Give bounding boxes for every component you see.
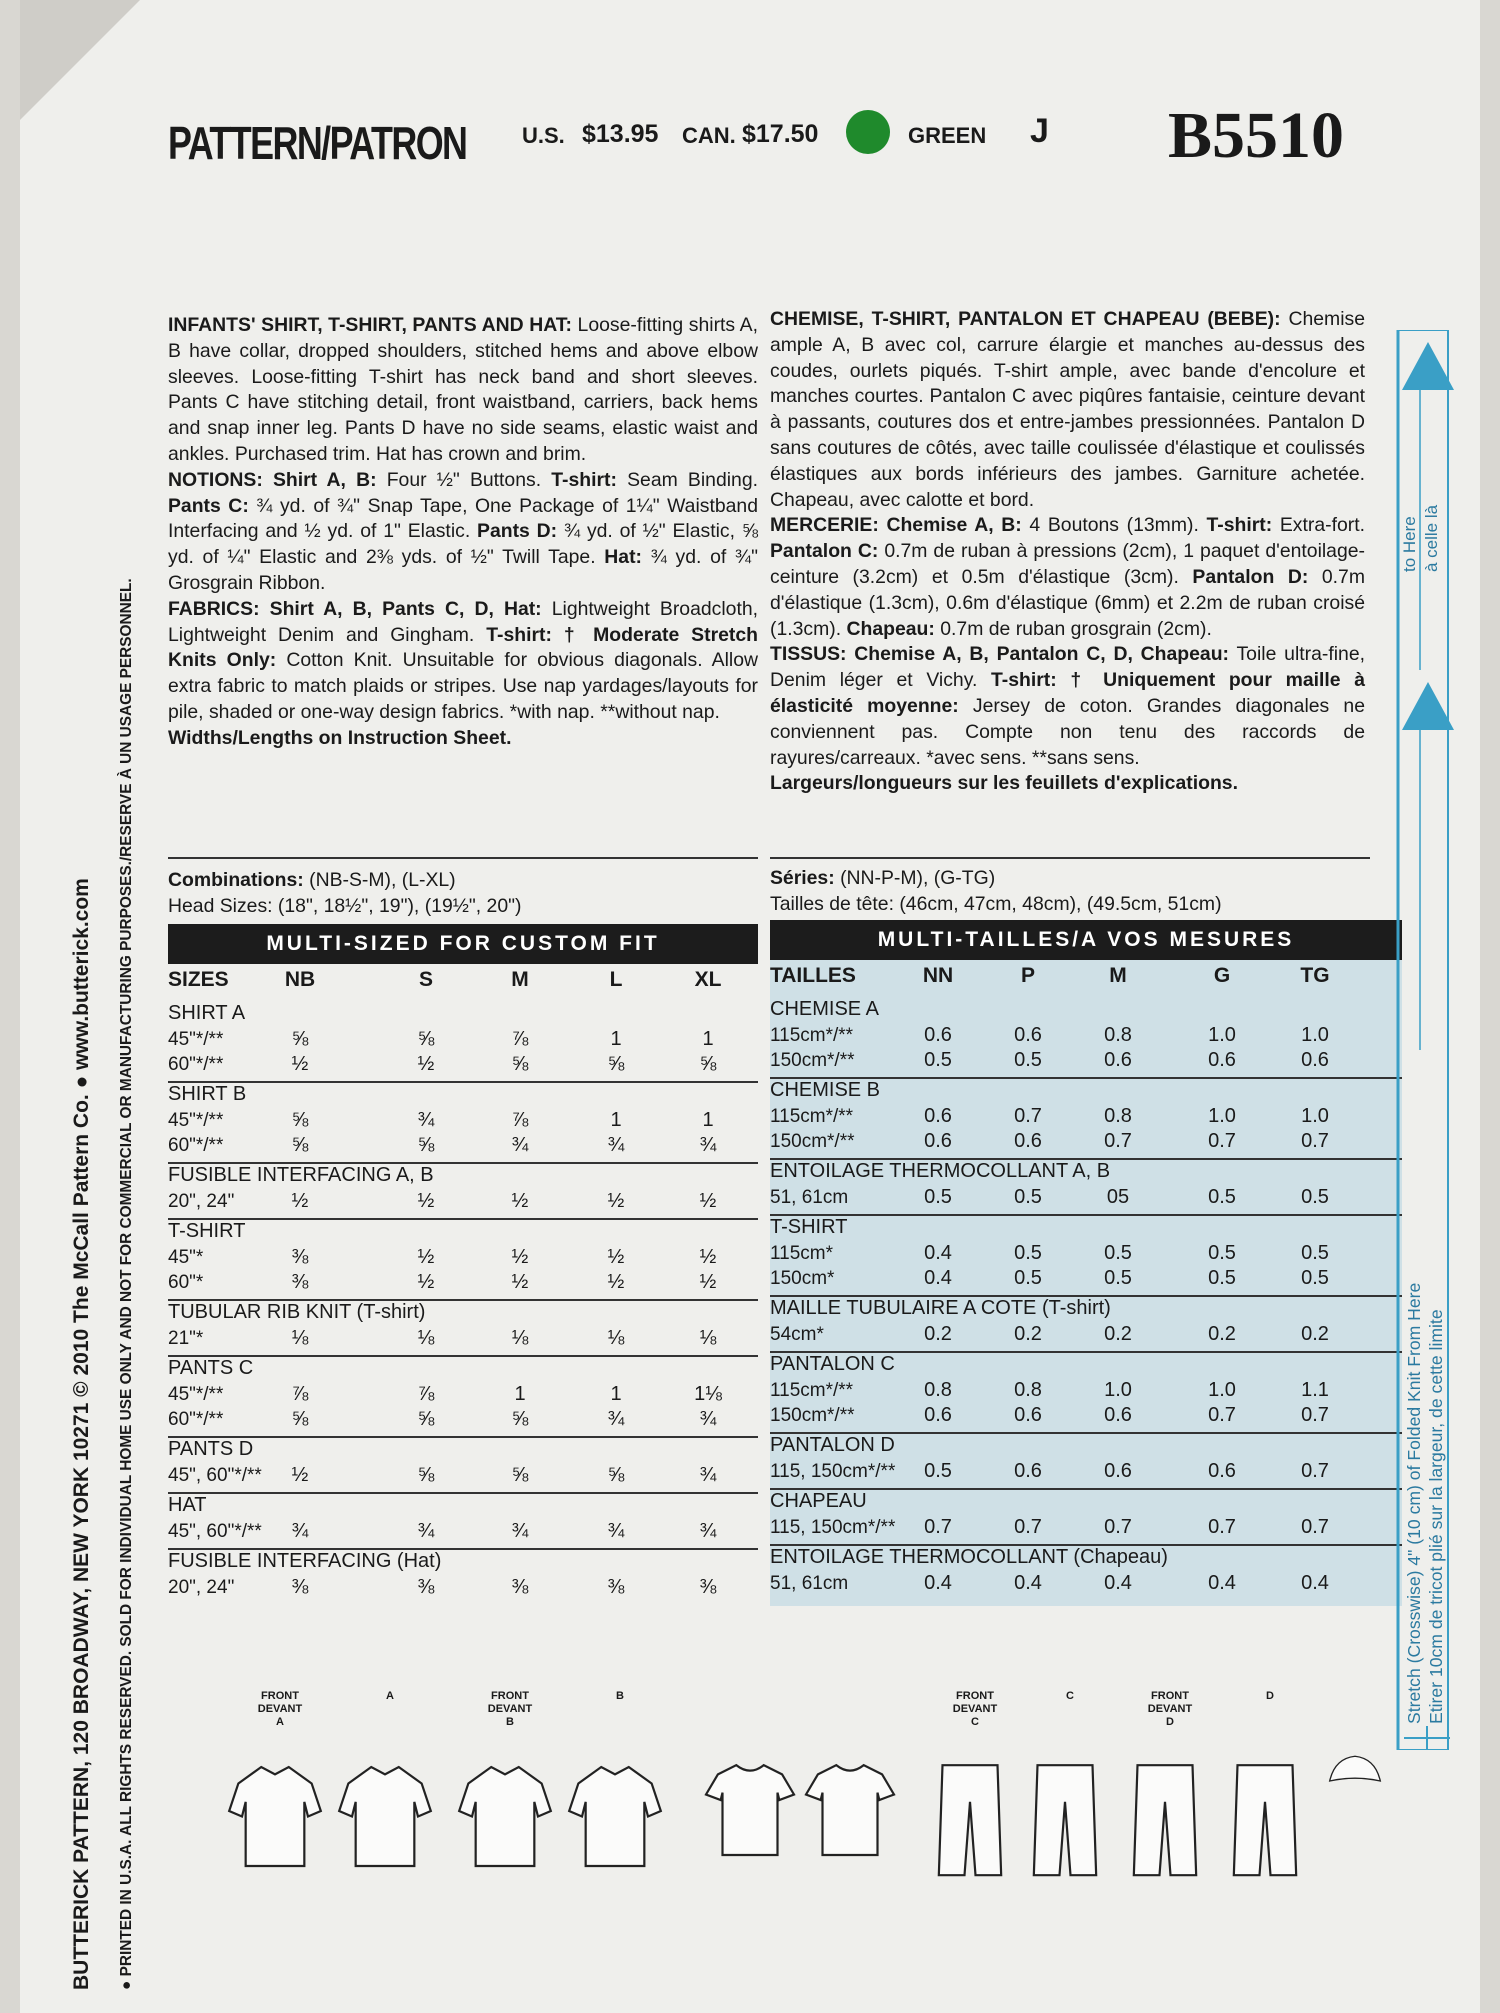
en-row-label: 20", 24"	[168, 1191, 235, 1212]
fr-cell-value: 0.5	[1014, 1049, 1042, 1071]
price-code: J	[1030, 112, 1049, 150]
fr-cell-value: 0.6	[1208, 1460, 1236, 1482]
group-divider	[168, 1355, 758, 1357]
fr-cell-value: 0.5	[1014, 1267, 1042, 1289]
caption-front: FRONT	[1151, 1690, 1189, 1702]
tshirt-front-icon	[695, 1736, 805, 1886]
fr-cell-value: 1.0	[1104, 1379, 1132, 1401]
en-cell-value: ⅜	[607, 1576, 625, 1598]
fr-cell-value: 0.6	[924, 1130, 952, 1152]
notions-pants-c: ¾ yd. of ¾" Snap Tape, One Package of 1¼" Waistband Interfacing and ½ yd. of 1" Elastic.	[168, 494, 758, 543]
en-size-header: NB	[284, 968, 316, 991]
en-row-label: 45"*/**	[168, 1110, 224, 1131]
fr-cell-value: 0.2	[1104, 1323, 1132, 1345]
fr-cell-value: 0.8	[1104, 1024, 1132, 1046]
en-cell-value: ⅝	[607, 1053, 625, 1075]
en-cell-value: ⅝	[417, 1408, 435, 1430]
fr-cell-value: 0.6	[1104, 1460, 1132, 1482]
en-cell-value: 1	[514, 1383, 526, 1405]
fr-cell-value: 0.6	[1014, 1024, 1042, 1046]
fr-cell-value: 0.5	[1104, 1242, 1132, 1264]
en-cell-value: ⅝	[511, 1464, 529, 1486]
shirt-b-front-icon	[450, 1736, 560, 1886]
tissus-heading: TISSUS: Chemise A, B, Pantalon C, D, Chapeau:	[770, 643, 1230, 666]
en-row-label: 20", 24"	[168, 1577, 235, 1598]
view-letter: C	[1066, 1690, 1074, 1702]
en-cell-value: ⅛	[699, 1327, 717, 1349]
en-cell-value: ¾	[417, 1109, 435, 1131]
en-cell-value: ½	[417, 1053, 435, 1075]
en-cell-value: ⅜	[417, 1576, 435, 1598]
fr-cell-value: 0.8	[924, 1379, 952, 1401]
fr-cell-value: 0.5	[1014, 1186, 1042, 1208]
fr-group-name: PANTALON D	[770, 1434, 895, 1456]
en-cell-value: 1⅛	[694, 1383, 722, 1405]
en-cell-value: ⅜	[511, 1576, 529, 1598]
en-cell-value: ¾	[417, 1520, 435, 1542]
en-row-label: 45", 60"*/**	[168, 1465, 262, 1486]
notions-shirt: Four ½" Buttons.	[376, 468, 552, 491]
fabrics-body: Lightweight Broadcloth, Lightweight Denim and Gingham.	[168, 597, 759, 646]
view-5	[795, 1680, 915, 1860]
us-label: U.S.	[522, 123, 565, 148]
mercerie-pantalon-c: 0.7m de ruban à pressions (2cm), 1 paquet d'entoilage-ceinture (3.2cm) et 0.5m d'élastique (3cm).	[770, 540, 1365, 588]
en-cell-value: ¾	[607, 1134, 625, 1156]
multi-tailles-bar: MULTI-TAILLES/A VOS MESURES	[770, 920, 1402, 960]
view-caption	[220, 1690, 340, 1729]
en-cell-value: ¾	[511, 1134, 529, 1156]
fr-group-name: ENTOILAGE THERMOCOLLANT A, B	[770, 1160, 1111, 1182]
en-group-name: FUSIBLE INTERFACING A, B	[168, 1164, 434, 1186]
description-heading: INFANTS' SHIRT, T-SHIRT, PANTS AND HAT:	[168, 314, 572, 336]
fr-cell-value: 1.0	[1208, 1105, 1236, 1127]
view-1	[330, 1680, 450, 1860]
stretch-en-label: Stretch (Crosswise) 4" (10 cm) of Folded Knit From Here	[1404, 1282, 1424, 1724]
fr-row-label: 115cm*/**	[770, 1380, 854, 1401]
en-cell-value: ⅞	[291, 1383, 309, 1405]
fr-cell-value: 0.6	[1014, 1460, 1042, 1482]
tailles-tete-fr: Tailles de tête: (46cm, 47cm, 48cm), (49.5cm, 51cm)	[770, 893, 1222, 915]
head-sizes-en: Head Sizes: (18", 18½", 19"), (19½", 20")	[168, 895, 522, 917]
fr-cell-value: 1.0	[1208, 1024, 1236, 1046]
en-row-label: 45"*	[168, 1247, 204, 1268]
fr-group-name: T-SHIRT	[770, 1216, 848, 1238]
en-group-name: TUBULAR RIB KNIT (T-shirt)	[168, 1301, 426, 1323]
fr-cell-value: 0.4	[924, 1572, 952, 1594]
fr-cell-value: 0.5	[1208, 1186, 1236, 1208]
notions-shirt-label: Shirt A, B:	[262, 468, 377, 491]
en-cell-value: ⅝	[291, 1109, 309, 1131]
mercerie-tshirt: Extra-fort.	[1272, 514, 1365, 537]
fr-cell-value: 0.7	[1104, 1516, 1132, 1538]
notions-hat-label: Hat:	[604, 546, 642, 569]
en-group-name: PANTS C	[168, 1357, 254, 1379]
caption-devant: DEVANT	[487, 1703, 533, 1715]
notions-heading: NOTIONS:	[168, 468, 263, 491]
group-divider	[168, 1218, 758, 1220]
fr-row-label: 115cm*/**	[770, 1025, 854, 1046]
notions-hat: ¾ yd. of ¾" Grosgrain Ribbon.	[168, 546, 758, 594]
fr-cell-value: 0.5	[1104, 1267, 1132, 1289]
fr-cell-value: 0.5	[1208, 1267, 1236, 1289]
fr-size-header: M	[1109, 964, 1127, 987]
description-body-fr: Chemise ample A, B avec col, carrure élargie et manches au-dessus des coudes, ourlets piqués. T-shirt ample, avec bande d'encolure et manches courtes. Pantalon C avec piqûres fantaisie, ceinture devant à passants, coutures dos et entre-jambes pressionnées. Pantalon D sans coutures de côtés, avec taille coulissée d'élastique et coulissés élastiques aux bords inférieurs des jambes. Garniture achetée. Chapeau, avec calotte et bord.	[770, 308, 1365, 511]
fr-cell-value: 0.4	[924, 1242, 952, 1264]
widths-note: Widths/Lengths on Instruction Sheet.	[168, 726, 512, 749]
fr-cell-value: 0.6	[1014, 1130, 1042, 1152]
fr-cell-value: 0.8	[1104, 1105, 1132, 1127]
color-dot	[846, 110, 890, 154]
fr-row-label: 115cm*	[770, 1243, 834, 1264]
mercerie-pantalon-d: 0.7m d'élastique (1.3cm), 0.6m d'élastique (6mm) et 2.2m de ruban croisé (1.3cm).	[770, 565, 1365, 640]
yardage-table-fr	[770, 964, 1402, 1604]
en-size-header: L	[609, 968, 623, 991]
en-cell-value: ⅝	[291, 1028, 309, 1050]
caption-devant: DEVANT	[1147, 1703, 1193, 1715]
view-letter: B	[616, 1690, 624, 1702]
fr-cell-value: 0.8	[1014, 1379, 1042, 1401]
fr-group-name: CHAPEAU	[770, 1490, 867, 1512]
en-cell-value: ½	[417, 1190, 435, 1212]
en-cell-value: 1	[610, 1383, 622, 1405]
view-caption	[330, 1690, 450, 1703]
fr-cell-value: 0.5	[1301, 1242, 1329, 1264]
notions-pants-c-label: Pants C:	[168, 494, 249, 517]
hat-icon	[1300, 1736, 1410, 1826]
fabrics-tshirt-label: T-shirt: † Moderate Stretch Knits Only:	[168, 623, 758, 672]
en-group-name: PANTS D	[168, 1438, 254, 1460]
fr-cell-value: 1.0	[1301, 1105, 1329, 1127]
fr-cell-value: 0.4	[1301, 1572, 1329, 1594]
en-cell-value: ½	[607, 1246, 625, 1268]
fr-size-header: P	[1020, 964, 1035, 987]
series-value: (NN-P-M), (G-TG)	[834, 867, 996, 889]
fr-cell-value: 0.7	[1301, 1516, 1329, 1538]
fr-row-label: 51, 61cm	[770, 1187, 849, 1208]
en-cell-value: ⅞	[511, 1109, 529, 1131]
en-size-header: M	[511, 968, 529, 991]
notions-tshirt: Seam Binding.	[616, 468, 758, 491]
fr-cell-value: 0.5	[1301, 1186, 1329, 1208]
view-caption	[560, 1690, 680, 1703]
fr-cell-value: 0.7	[1301, 1404, 1329, 1426]
yardage-table-en	[168, 968, 758, 1608]
pattern-number: B5510	[1168, 99, 1345, 172]
view-letter: D	[1266, 1690, 1274, 1702]
caption-devant: DEVANT	[952, 1703, 998, 1715]
french-description	[770, 307, 1365, 797]
en-cell-value: ¾	[607, 1520, 625, 1542]
fr-group-name: PANTALON C	[770, 1353, 895, 1375]
en-cell-value: ⅝	[291, 1408, 309, 1430]
fr-row-label: 115, 150cm*/**	[770, 1517, 896, 1538]
can-label: CAN.	[682, 123, 736, 148]
fr-size-header: NN	[922, 964, 954, 987]
view-2	[450, 1680, 570, 1860]
en-cell-value: ½	[699, 1190, 717, 1212]
pants-c-back-icon	[1010, 1736, 1120, 1886]
description-body: Loose-fitting shirts A, B have collar, dropped shoulders, stitched hems and above elbow sleeves. Loose-fitting T-shirt has neck band and short sleeves. Pants C have stitching detail, front waistband, carriers, back hems and snap inner leg. Pants D have no side seams, elastic waist and ankles. Purchased trim. Hat has crown and brim.	[168, 314, 758, 465]
en-cell-value: ½	[291, 1464, 309, 1486]
fr-row-label: 150cm*/**	[770, 1050, 855, 1071]
en-cell-value: 1	[702, 1109, 714, 1131]
multi-sized-bar: MULTI-SIZED FOR CUSTOM FIT	[168, 924, 758, 964]
fr-cell-value: 0.7	[1208, 1404, 1236, 1426]
pants-d-front-icon	[1110, 1736, 1220, 1886]
en-group-name: SHIRT A	[168, 1002, 246, 1024]
group-divider	[168, 1492, 758, 1494]
fr-cell-value: 0.5	[1301, 1267, 1329, 1289]
caption-devant: DEVANT	[257, 1703, 303, 1715]
en-cell-value: ⅜	[291, 1246, 309, 1268]
en-cell-value: ⅞	[511, 1028, 529, 1050]
en-row-label: 45"*/**	[168, 1384, 224, 1405]
fr-cell-value: 0.4	[1104, 1572, 1132, 1594]
mercerie-pantalon-d-label: Pantalon D:	[1192, 565, 1309, 588]
view-letter: B	[506, 1716, 514, 1728]
tissus-tshirt-label: T-shirt: † Uniquement pour maille à élasticité moyenne:	[770, 669, 1365, 717]
pants-c-front-icon	[915, 1736, 1025, 1886]
fr-row-label: 150cm*	[770, 1268, 835, 1289]
publisher-line: BUTTERICK PATTERN, 120 BROADWAY, NEW YORK 10271 © 2010 The McCall Pattern Co. ● www.butterick.com	[70, 878, 93, 1990]
shirt-b-back-icon	[560, 1736, 670, 1886]
fr-cell-value: 0.4	[1014, 1572, 1042, 1594]
fr-cell-value: 0.6	[924, 1024, 952, 1046]
stretch-fr-label: Etirer 10cm de tricot plié sur la largeur, de cette limite	[1426, 1309, 1446, 1724]
en-cell-value: 1	[610, 1109, 622, 1131]
en-cell-value: 1	[610, 1028, 622, 1050]
mercerie-pantalon-c-label: Pantalon C:	[770, 540, 879, 563]
en-cell-value: ⅝	[417, 1464, 435, 1486]
english-description	[168, 313, 758, 752]
en-cell-value: ¾	[699, 1464, 717, 1486]
en-row-label: 60"*/**	[168, 1409, 224, 1430]
fr-cell-value: 0.5	[1208, 1242, 1236, 1264]
fr-cell-value: 0.6	[924, 1404, 952, 1426]
view-letter: A	[386, 1690, 394, 1702]
en-cell-value: ¾	[699, 1520, 717, 1542]
view-letter: D	[1166, 1716, 1174, 1728]
shirt-a-back-icon	[330, 1736, 440, 1886]
fr-cell-value: 0.7	[924, 1516, 952, 1538]
mercerie-chemise: 4 Boutons (13mm).	[1021, 514, 1207, 537]
fr-cell-value: 0.7	[1208, 1130, 1236, 1152]
shirt-a-front-icon	[220, 1736, 330, 1886]
en-cell-value: ⅛	[291, 1327, 309, 1349]
en-cell-value: ½	[511, 1271, 529, 1293]
en-cell-value: ⅝	[511, 1408, 529, 1430]
fr-cell-value: 0.5	[924, 1049, 952, 1071]
fr-row-label: 150cm*/**	[770, 1131, 855, 1152]
fr-size-header: G	[1213, 964, 1231, 987]
en-size-header: XL	[694, 968, 722, 991]
pattern-title: PATTERN/PATRON	[168, 117, 467, 169]
color-name: GREEN	[908, 123, 987, 148]
view-3	[560, 1680, 680, 1860]
fr-cell-value: 0.6	[1301, 1049, 1329, 1071]
group-divider	[168, 1081, 758, 1083]
en-cell-value: ¾	[607, 1408, 625, 1430]
fr-cell-value: 0.7	[1104, 1130, 1132, 1152]
en-row-label: 60"*/**	[168, 1135, 224, 1156]
series-fr	[770, 866, 995, 891]
notions-tshirt-label: T-shirt:	[551, 468, 617, 491]
fabrics-tshirt: Cotton Knit. Unsuitable for obvious diagonals. Allow extra fabric to match plaids or stripes. Use nap yardages/layouts for pile, shaded or one-way design fabrics. *with nap. **without nap.	[168, 649, 759, 723]
en-cell-value: ½	[607, 1190, 625, 1212]
caption-front: FRONT	[956, 1690, 994, 1702]
fr-cell-value: 1.0	[1208, 1379, 1236, 1401]
fr-row-label: 51, 61cm	[770, 1573, 849, 1594]
en-cell-value: ½	[291, 1053, 309, 1075]
en-group-name: HAT	[168, 1494, 207, 1516]
fr-group-name: MAILLE TUBULAIRE A COTE (T-shirt)	[770, 1297, 1111, 1319]
mercerie-tshirt-label: T-shirt:	[1206, 514, 1273, 537]
fr-row-label: 54cm*	[770, 1324, 824, 1345]
en-cell-value: ¾	[291, 1520, 309, 1542]
group-divider	[168, 1436, 758, 1438]
fr-row-label: 115, 150cm*/**	[770, 1461, 896, 1482]
fr-cell-value: 1.1	[1301, 1379, 1329, 1401]
en-cell-value: ⅝	[417, 1134, 435, 1156]
en-group-name: SHIRT B	[168, 1083, 247, 1105]
combinations-value: (NB-S-M), (L-XL)	[303, 869, 456, 891]
en-sizes-label: SIZES	[168, 968, 229, 991]
en-cell-value: ⅝	[699, 1053, 717, 1075]
caption-front: FRONT	[491, 1690, 529, 1702]
en-cell-value: ½	[699, 1246, 717, 1268]
tshirt-back-icon	[795, 1736, 905, 1886]
en-cell-value: ⅝	[417, 1028, 435, 1050]
en-group-name: T-SHIRT	[168, 1220, 246, 1242]
en-row-label: 21"*	[168, 1328, 204, 1349]
en-row-label: 60"*/**	[168, 1054, 224, 1075]
fr-group-name: CHEMISE B	[770, 1079, 881, 1101]
view-10	[1300, 1680, 1420, 1860]
mercerie-chapeau: 0.7m de ruban grosgrain (2cm).	[934, 617, 1212, 640]
en-cell-value: ⅝	[291, 1134, 309, 1156]
mercerie-heading: MERCERIE: Chemise A, B:	[770, 514, 1022, 537]
en-cell-value: ⅛	[417, 1327, 435, 1349]
series-label: Séries:	[770, 867, 835, 889]
en-cell-value: ¾	[511, 1520, 529, 1542]
view-caption	[450, 1690, 570, 1729]
fr-cell-value: 0.7	[1014, 1105, 1042, 1127]
fr-group-name: CHEMISE A	[770, 998, 879, 1020]
en-cell-value: ½	[699, 1271, 717, 1293]
fr-cell-value: 0.6	[924, 1105, 952, 1127]
en-cell-value: ⅜	[699, 1576, 717, 1598]
fr-cell-value: 0.6	[1014, 1404, 1042, 1426]
fr-group-name: ENTOILAGE THERMOCOLLANT (Chapeau)	[770, 1546, 1168, 1568]
en-cell-value: ½	[417, 1271, 435, 1293]
fr-cell-value: 0.7	[1014, 1516, 1042, 1538]
en-cell-value: 1	[702, 1028, 714, 1050]
fr-row-label: 150cm*/**	[770, 1405, 855, 1426]
fr-cell-value: 05	[1106, 1186, 1130, 1208]
en-cell-value: ⅝	[511, 1053, 529, 1075]
en-row-label: 60"*	[168, 1272, 204, 1293]
fr-cell-value: 0.2	[1208, 1323, 1236, 1345]
description-heading-fr: CHEMISE, T-SHIRT, PANTALON ET CHAPEAU (BEBE):	[770, 308, 1281, 330]
en-cell-value: ⅜	[291, 1271, 309, 1293]
en-row-label: 45"*/**	[168, 1029, 224, 1050]
fr-cell-value: 0.6	[1104, 1049, 1132, 1071]
fr-cell-value: 1.0	[1301, 1024, 1329, 1046]
tissus-body: Toile ultra-fine, Denim léger et Vichy.	[770, 643, 1365, 692]
fr-sizes-label: TAILLES	[770, 964, 856, 987]
fr-cell-value: 0.5	[924, 1186, 952, 1208]
fr-cell-value: 0.5	[1014, 1242, 1042, 1264]
largeurs-note: Largeurs/longueurs sur les feuillets d'explications.	[770, 772, 1238, 795]
mercerie-chapeau-label: Chapeau:	[846, 617, 935, 640]
en-cell-value: ¾	[699, 1134, 717, 1156]
en-cell-value: ⅞	[417, 1383, 435, 1405]
fr-cell-value: 0.2	[924, 1323, 952, 1345]
fr-cell-value: 0.5	[924, 1460, 952, 1482]
notions-pants-d-label: Pants D:	[477, 520, 558, 543]
fr-cell-value: 0.7	[1301, 1460, 1329, 1482]
caption-front: FRONT	[261, 1690, 299, 1702]
group-divider	[770, 1214, 1402, 1216]
en-size-header: S	[418, 968, 433, 991]
en-cell-value: ½	[511, 1246, 529, 1268]
fr-cell-value: 0.7	[1208, 1516, 1236, 1538]
divider-en	[168, 857, 758, 859]
fr-cell-value: 0.6	[1104, 1404, 1132, 1426]
view-letter: C	[971, 1716, 979, 1728]
fabrics-heading: FABRICS: Shirt A, B, Pants C, D, Hat:	[168, 597, 542, 620]
fr-cell-value: 0.2	[1014, 1323, 1042, 1345]
combinations-label: Combinations:	[168, 869, 304, 891]
to-here-label: to Here	[1400, 516, 1419, 572]
divider-fr	[770, 857, 1370, 859]
fr-row-label: 115cm*/**	[770, 1106, 854, 1127]
tissus-tshirt: Jersey de coton. Grandes diagonales ne conviennent pas. Compte non tenu des raccords de rayures/carreaux. *avec sens. **sans sens.	[770, 694, 1365, 769]
view-0	[220, 1680, 340, 1860]
en-cell-value: ⅛	[607, 1327, 625, 1349]
en-group-name: FUSIBLE INTERFACING (Hat)	[168, 1550, 442, 1572]
a-celle-label: à celle là	[1422, 504, 1441, 572]
us-price: $13.95	[582, 120, 659, 148]
en-cell-value: ⅜	[291, 1576, 309, 1598]
fr-cell-value: 0.7	[1301, 1130, 1329, 1152]
en-cell-value: ½	[511, 1190, 529, 1212]
en-cell-value: ⅝	[607, 1464, 625, 1486]
notions-pants-d: ¾ yd. of ½" Elastic, ⅝ yd. of ¼" Elastic and 2⅜ yds. of ½" Twill Tape.	[168, 520, 758, 569]
copyright-line: ● PRINTED IN U.S.A. ALL RIGHTS RESERVED. SOLD FOR INDIVIDUAL HOME USE ONLY AND NOT FOR COMMERCIAL OR MANUFACTURING PURPOSES./RESERVE À UN USAGE PERSONNEL.	[118, 578, 135, 1990]
combinations-en	[168, 868, 456, 893]
en-cell-value: ½	[291, 1190, 309, 1212]
view-letter: A	[276, 1716, 284, 1728]
can-price: $17.50	[742, 120, 819, 148]
en-cell-value: ⅛	[511, 1327, 529, 1349]
torn-corner	[20, 0, 140, 120]
en-cell-value: ½	[417, 1246, 435, 1268]
en-cell-value: ½	[607, 1271, 625, 1293]
fr-cell-value: 0.2	[1301, 1323, 1329, 1345]
view-drawings	[200, 1680, 1360, 1860]
fr-size-header: TG	[1300, 964, 1330, 987]
fr-cell-value: 0.6	[1208, 1049, 1236, 1071]
en-row-label: 45", 60"*/**	[168, 1521, 262, 1542]
en-cell-value: ¾	[699, 1408, 717, 1430]
fr-cell-value: 0.4	[1208, 1572, 1236, 1594]
fr-cell-value: 0.4	[924, 1267, 952, 1289]
